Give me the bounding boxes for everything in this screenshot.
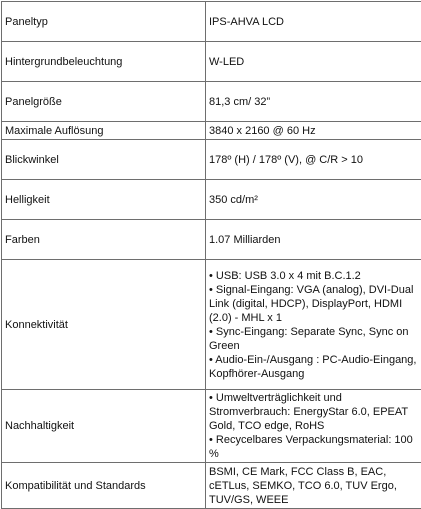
spec-row-colors — [2, 220, 421, 260]
spec-row-sustainability — [2, 390, 421, 463]
spec-row-max-resolution — [2, 122, 421, 140]
spec-label: Blickwinkel — [2, 140, 206, 180]
spec-label: Kompatibilität und Standards — [2, 463, 206, 509]
spec-value: BSMI, CE Mark, FCC Class B, EAC, cETLus, SEMKO, TCO 6.0, TUV Ergo, TUV/GS, WEEE — [206, 463, 421, 509]
spec-label: Farben — [2, 220, 206, 260]
spec-label: Paneltyp — [2, 2, 206, 42]
spec-value: W-LED — [206, 42, 421, 82]
spec-label: Konnektivität — [2, 260, 206, 390]
spec-value: 350 cd/m² — [206, 180, 421, 220]
spec-label: Hintergrundbeleuchtung — [2, 42, 206, 82]
spec-value: IPS-AHVA LCD — [206, 2, 421, 42]
bullet-item: • Umweltverträglichkeit und Stromverbrauch: EnergyStar 6.0, EPEAT Gold, TCO edge, RoHS — [209, 391, 421, 433]
spec-row-brightness — [2, 180, 421, 220]
spec-row-compatibility — [2, 463, 421, 509]
spec-label: Helligkeit — [2, 180, 206, 220]
spec-row-backlight — [2, 42, 421, 82]
bullet-item: • Signal-Eingang: VGA (analog), DVI-Dual Link (digital, HDCP), DisplayPort, HDMI (2.0) - MHL x 1 — [209, 283, 421, 325]
spec-label: Panelgröße — [2, 82, 206, 122]
spec-value: 3840 x 2160 @ 60 Hz — [206, 122, 421, 140]
specifications-table — [1, 1, 421, 509]
spec-value: 81,3 cm/ 32” — [206, 82, 421, 122]
spec-label: Maximale Auflösung — [2, 122, 206, 140]
spec-row-panel-type — [2, 2, 421, 42]
spec-row-connectivity — [2, 260, 421, 390]
spec-value-list — [206, 390, 421, 463]
spec-row-panel-size — [2, 82, 421, 122]
bullet-item: • USB: USB 3.0 x 4 mit B.C.1.2 — [209, 269, 421, 283]
spec-value-list — [206, 260, 421, 390]
bullet-item: • Recycelbares Verpackungsmaterial: 100 % — [209, 433, 421, 461]
spec-value: 1.07 Milliarden — [206, 220, 421, 260]
bullet-item: • Sync-Eingang: Separate Sync, Sync on Green — [209, 325, 421, 353]
spec-label: Nachhaltigkeit — [2, 390, 206, 463]
bullet-item: • Audio-Ein-/Ausgang : PC-Audio-Eingang, Kopfhörer-Ausgang — [209, 353, 421, 381]
spec-row-viewing-angle — [2, 140, 421, 180]
spec-value: 178º (H) / 178º (V), @ C/R > 10 — [206, 140, 421, 180]
